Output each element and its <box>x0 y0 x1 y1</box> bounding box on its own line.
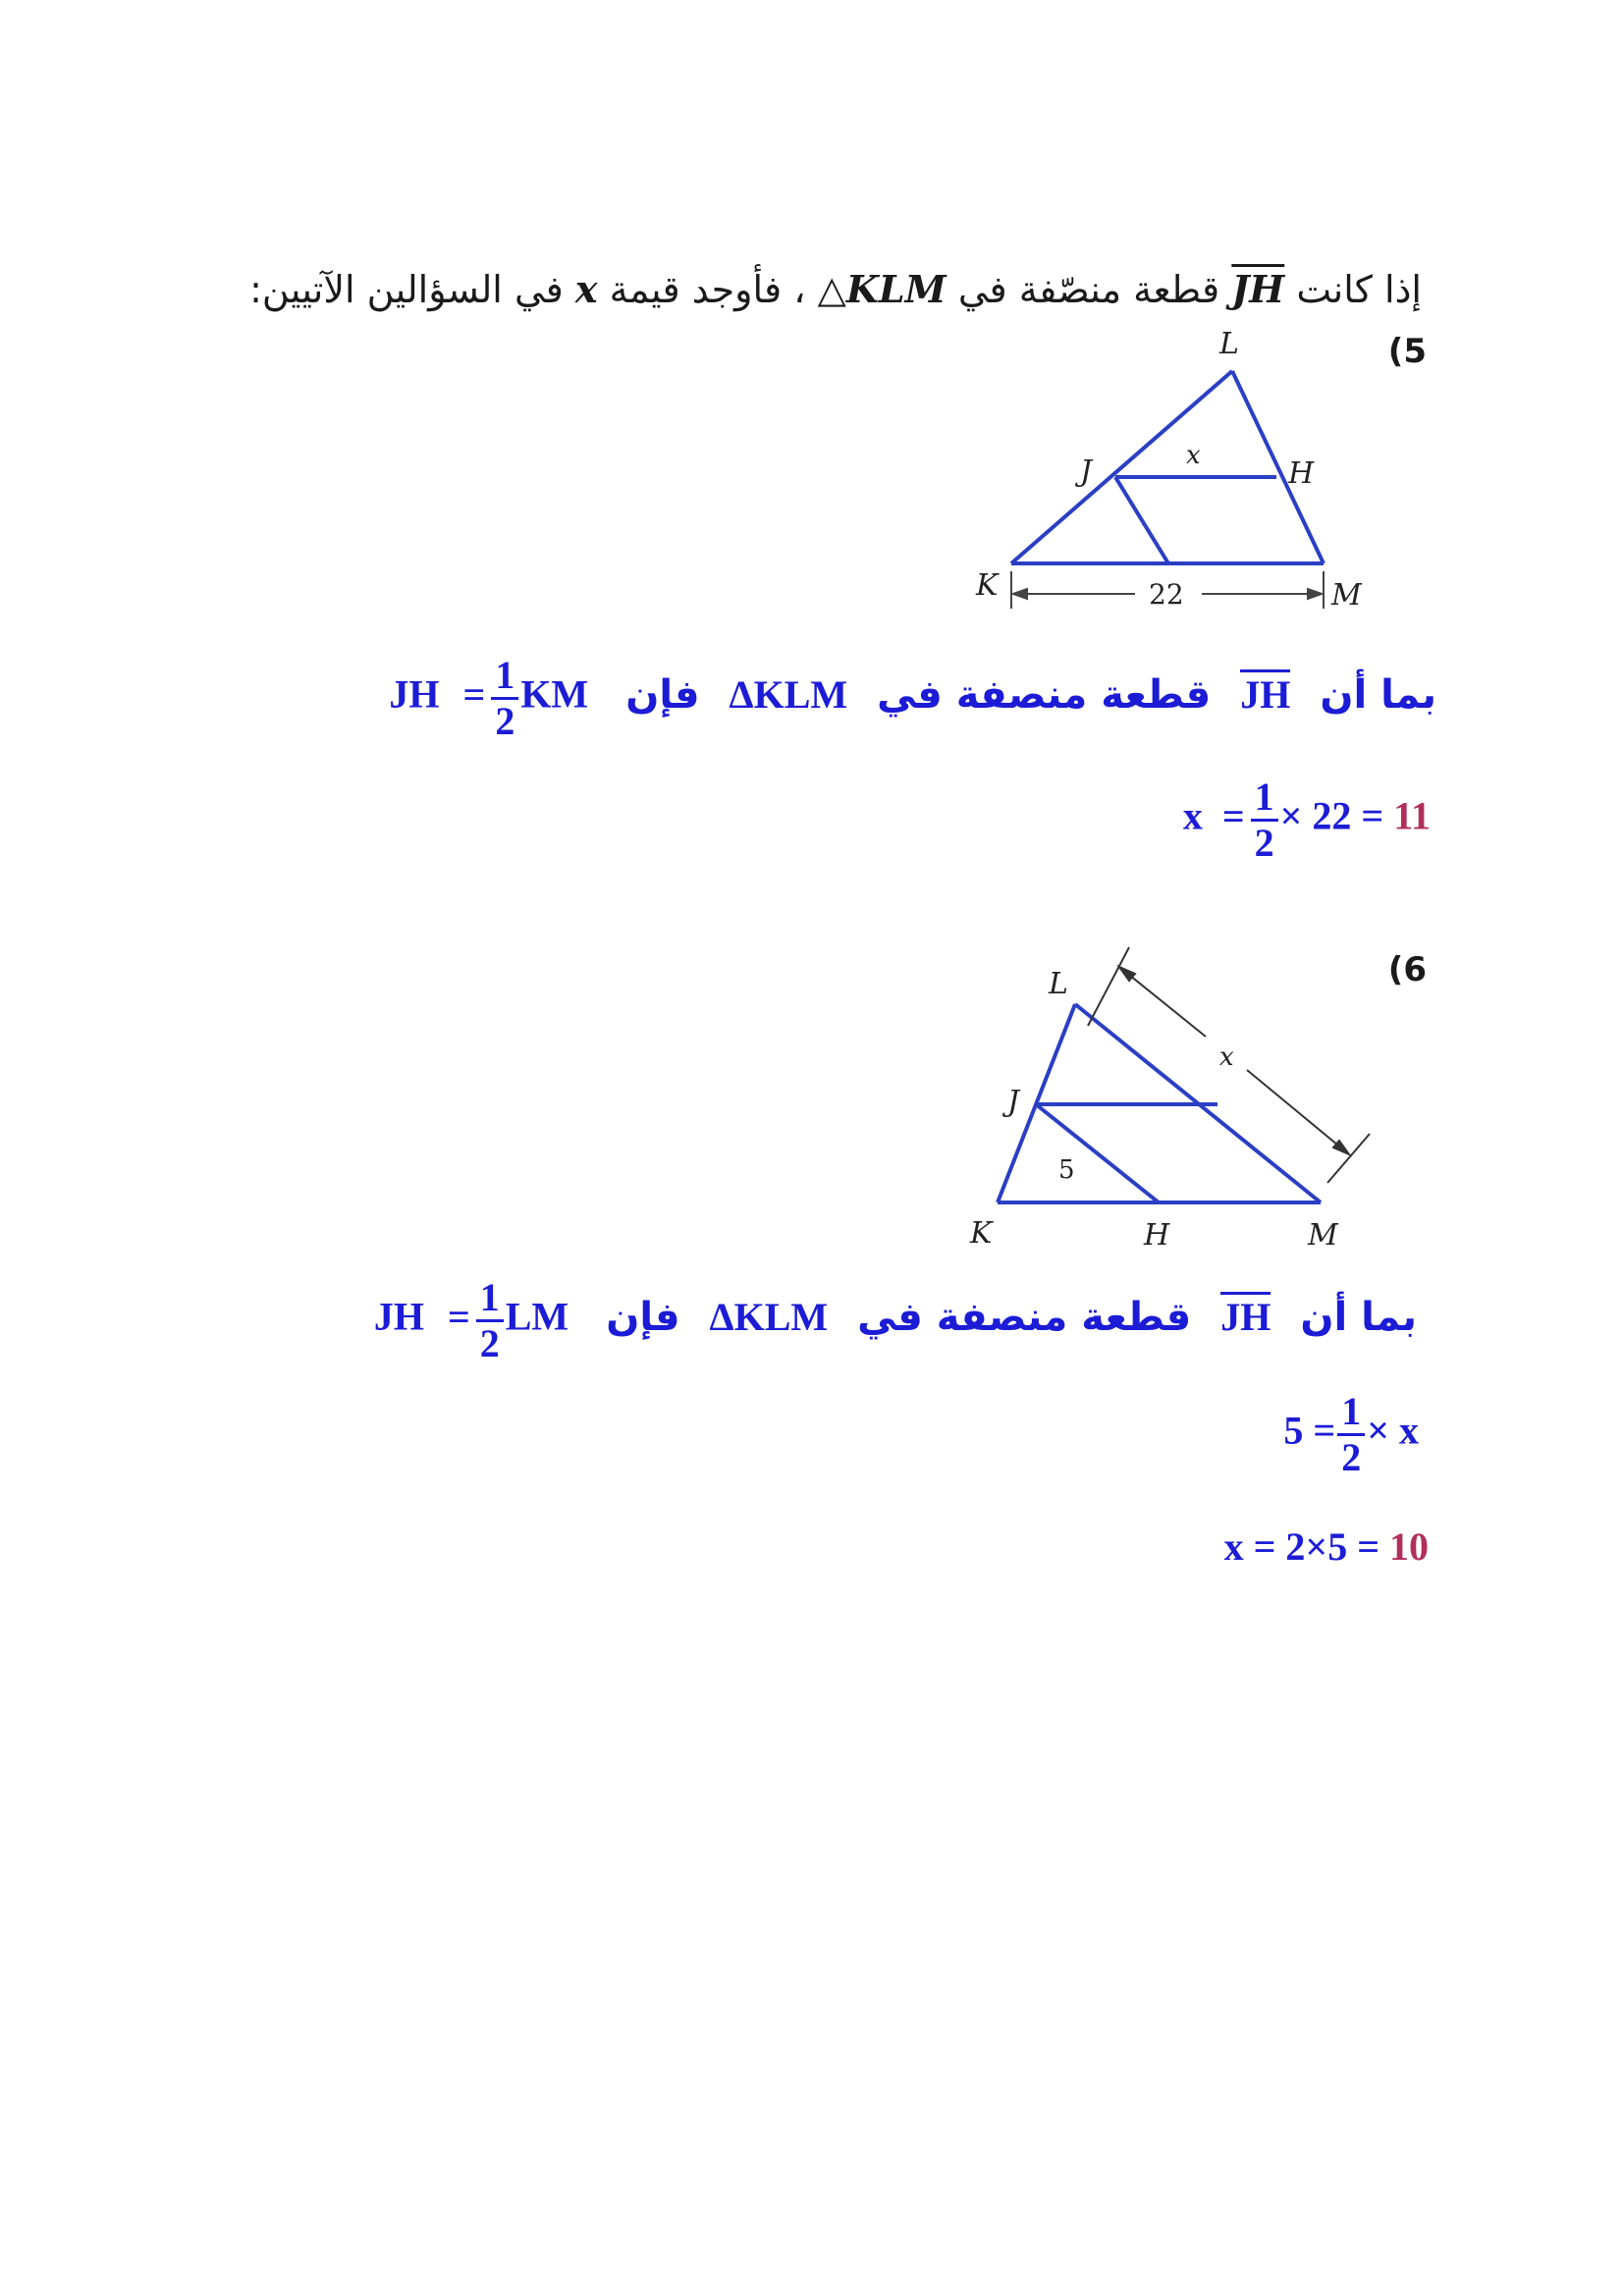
sol5-then: فإن <box>625 671 700 718</box>
calc6a-lhs: 5 = <box>1283 1408 1336 1453</box>
segment-jh <box>1036 1104 1159 1202</box>
sol6-triangle: ΔKLM <box>709 1294 829 1339</box>
label-22: 22 <box>1149 578 1184 611</box>
calc5-num: 1 <box>1251 777 1278 822</box>
sol6-since: بما أن <box>1300 1294 1417 1340</box>
calc6a-num: 1 <box>1337 1392 1365 1436</box>
calc6b-answer: 10 <box>1389 1524 1429 1569</box>
question-5-solution-line <box>389 653 1436 743</box>
label-k: K <box>970 1216 993 1251</box>
question-5-calculation <box>1182 774 1431 865</box>
intro-text <box>249 267 1422 311</box>
sol5-triangle: ΔKLM <box>729 671 848 717</box>
intro-part4: في السؤالين الآتيين: <box>249 268 564 311</box>
label-x: x <box>1186 441 1201 470</box>
calc6a-fraction <box>1337 1389 1365 1479</box>
label-h: H <box>1288 456 1315 491</box>
label-m: M <box>1308 1218 1338 1253</box>
label-j: J <box>1007 1085 1020 1119</box>
label-5: 5 <box>1058 1155 1075 1185</box>
sol6-den: 2 <box>479 1321 500 1365</box>
sol5-mid: قطعة منصفة في <box>877 671 1212 718</box>
sol6-mid: قطعة منصفة في <box>857 1294 1192 1340</box>
measure-line-lower <box>1247 1070 1349 1154</box>
sol5-fraction <box>491 653 518 743</box>
intro-triangle: △KLM <box>817 267 947 311</box>
sol5-segment: JH <box>1240 669 1290 717</box>
calc5-rest: × 22 = <box>1279 793 1384 838</box>
label-l: L <box>1049 967 1068 1001</box>
intro-variable: x <box>574 267 598 311</box>
intro-part3: ، فأوجد قيمة <box>609 268 806 311</box>
question-6-solution-line <box>373 1275 1417 1365</box>
calc5-lhs: x <box>1182 793 1203 838</box>
label-k: K <box>976 568 999 603</box>
sol5-rhs: KM <box>520 671 589 717</box>
intro-part1: إذا كانت <box>1296 268 1422 311</box>
question-6-figure <box>943 933 1394 1256</box>
calc6a-den: 2 <box>1341 1435 1362 1479</box>
question-6-calculation-2 <box>1224 1523 1429 1570</box>
label-l: L <box>1219 327 1239 361</box>
sol6-rhs: LM <box>505 1294 569 1339</box>
measure-tick-top <box>1088 947 1129 1026</box>
label-x: x <box>1219 1042 1234 1072</box>
question-6-number: (6 <box>1387 950 1427 989</box>
sol6-eq: = <box>447 1294 470 1339</box>
sol6-lhs: JH <box>373 1294 424 1339</box>
sol6-then: فإن <box>606 1294 680 1340</box>
intro-part2: قطعة منصّفة في <box>957 268 1220 311</box>
question-5-number: (5 <box>1387 332 1427 371</box>
sol6-fraction <box>476 1275 504 1365</box>
segment-j-mid <box>1115 477 1168 563</box>
sol5-eq: = <box>462 671 486 717</box>
sol6-segment: JH <box>1220 1292 1271 1339</box>
intro-segment: JH <box>1231 267 1285 311</box>
sol5-num: 1 <box>491 656 518 700</box>
calc5-fraction <box>1251 774 1278 865</box>
calc5-answer: 11 <box>1393 793 1431 838</box>
measure-arrow-left <box>1013 589 1027 599</box>
calc6b-text: x = 2×5 = <box>1223 1524 1380 1569</box>
label-j: J <box>1080 454 1093 489</box>
question-6-calculation-1 <box>1283 1389 1419 1479</box>
calc6a-rest: × x <box>1367 1408 1419 1453</box>
label-h: H <box>1144 1218 1170 1253</box>
measure-arrow-right <box>1308 589 1322 599</box>
sol6-num: 1 <box>476 1278 504 1322</box>
sol5-since: بما أن <box>1320 671 1436 718</box>
calc5-den: 2 <box>1254 821 1274 865</box>
label-m: M <box>1331 578 1362 613</box>
calc5-eq: = <box>1221 793 1245 838</box>
sol5-lhs: JH <box>389 671 440 717</box>
sol5-den: 2 <box>495 699 515 743</box>
question-5-figure <box>962 324 1394 638</box>
